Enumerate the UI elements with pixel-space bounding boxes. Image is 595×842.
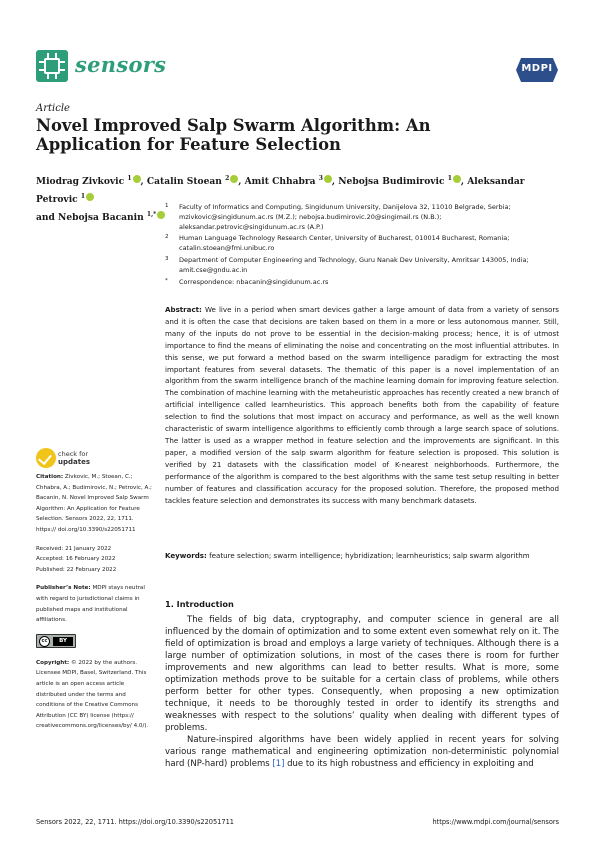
author-affiliation-mark: 1 — [447, 175, 452, 182]
author-name[interactable]: Miodrag Zivkovic — [36, 176, 125, 188]
affiliation-item — [165, 256, 565, 276]
check-updates-text — [58, 450, 90, 466]
section-heading: 1. Introduction — [165, 599, 234, 609]
article-sidebar — [36, 472, 154, 740]
cc-license-badge[interactable] — [36, 634, 76, 648]
author-name[interactable]: Catalin Stoean — [146, 176, 222, 188]
author-affiliation-mark: 1 — [127, 175, 132, 182]
author-affiliation-mark: 3 — [318, 175, 323, 182]
check-updates-line2: updates — [58, 458, 90, 466]
publishers-note-text: MDPI stays neutral with regard to jurisdictional claims in published maps and institutional affiliations. — [36, 585, 145, 624]
affiliation-text: Human Language Technology Research Center, University of Bucharest, 010014 Bucharest, Romania; catalin.stoean@fmi.unibuc.ro — [179, 234, 510, 253]
check-updates-icon — [36, 448, 56, 468]
mdpi-logo-text: MDPI — [521, 63, 553, 74]
body-text — [165, 614, 559, 770]
received-date: Received: 21 January 2022 — [36, 545, 112, 552]
keywords — [165, 550, 559, 561]
orcid-icon[interactable] — [86, 193, 94, 201]
accepted-date: Accepted: 16 February 2022 — [36, 556, 116, 563]
article-type: Article — [36, 103, 70, 114]
cc-icon: cc — [39, 636, 50, 647]
journal-name[interactable]: sensors — [75, 52, 167, 77]
affiliation-text: Faculty of Informatics and Computing, Singidunum University, Danijelova 32, 11010 Belgrade, Serbia; mzivkovic@singidunum.ac.rs (M.Z.); nebojsa.budimirovic.20@singimail.rs (N.B.); aleksandar.petrovic@singidunum.ac.rs (A.P.) — [179, 203, 511, 231]
orcid-icon[interactable] — [324, 175, 332, 183]
keywords-text: feature selection; swarm intelligence; hybridization; learnheuristics; salp swarm algorithm — [209, 551, 530, 560]
orcid-icon[interactable] — [230, 175, 238, 183]
citation-label: Citation: — [36, 474, 64, 480]
author-name[interactable]: Aleksandar Petrovic — [36, 176, 525, 206]
affiliation-mark: * — [165, 277, 168, 284]
footer-journal-url[interactable]: https://www.mdpi.com/journal/sensors — [432, 818, 559, 826]
affiliations — [165, 203, 565, 289]
affiliation-mark: 3 — [165, 255, 169, 262]
affiliation-item — [165, 203, 565, 232]
keywords-label: Keywords: — [165, 551, 207, 560]
affiliation-item — [165, 234, 565, 254]
abstract — [165, 304, 559, 506]
orcid-icon[interactable] — [133, 175, 141, 183]
published-date: Published: 22 February 2022 — [36, 566, 117, 573]
footer-citation[interactable]: Sensors 2022, 22, 1711. https://doi.org/10.3390/s22051711 — [36, 818, 234, 826]
paragraph: The fields of big data, cryptography, and computer science in general are all influenced by the domain of optimization and to some extent even somewhat rely on it. The field of optimization is broad and employs a large variety of techniques. Although there is a large number of optimization solutions, in most of the cases there is room for further improvements and new algorithms can lead to better results. What is more, some optimization methods prove to be suitable for a certain class of problems, while others perform better for other types. Consequently, when proposing a new optimization technique, it needs to be thoroughly tested in order to identify its strengths and weaknesses with respect to the solutions’ quality when dealing with different types of problems. — [165, 615, 559, 733]
affiliation-mark: 2 — [165, 234, 169, 241]
abstract-text: We live in a period when smart devices gather a large amount of data from a variety of sensors and it is often the case that decisions are taken based on them in a more or less autonomous manner. Still, many of the inputs do not prove to be essential in the decision-making process; hence, it is of utmost importance to find the means of eliminating the noise and concentrating on the most influential attributes. In this sense, we put forward a method based on the swarm intelligence paradigm for extracting the most important features from several datasets. The thematic of this paper is a novel implementation of an algorithm from the swarm intelligence branch of the machine learning domain for improving feature selection. The combination of machine learning with the metaheuristic approaches has recently created a new branch of artificial intelligence called learnheuristics. This approach benefits both from the capability of feature selection to find the solutions that most impact on accuracy and performance, as well as the well known characteristic of swarm intelligence algorithms to efficiently comb through a large search space of solutions. The latter is used as a wrapper method in feature selection and the improvements are significant. In this paper, a modified version of the salp swarm algorithm for feature selection is proposed. This solution is verified by 21 datasets with the classification model of K-nearest neighborhoods. Furthermore, the performance of the algorithm is compared to the best algorithms with the same test setup resulting in better number of features and classification accuracy for the proposed solution. Therefore, the proposed method tackles feature selection and demonstrates its success with many benchmark datasets. — [165, 305, 559, 505]
affiliation-text: Department of Computer Engineering and Technology, Guru Nanak Dev University, Amritsar 143005, India; amit.cse@gndu.ac.in — [179, 255, 529, 274]
author-name[interactable]: Amit Chhabra — [244, 176, 316, 188]
citation — [36, 472, 154, 536]
copyright-label: Copyright: — [36, 659, 70, 666]
author-name[interactable]: Nebojsa Budimirovic — [338, 176, 445, 188]
publishers-note — [36, 583, 154, 625]
author-affiliation-mark: 1 — [80, 193, 86, 201]
author-name[interactable]: Nebojsa Bacanin — [58, 212, 144, 224]
check-updates-line1: check for — [58, 450, 89, 458]
author-list: Miodrag Zivkovic $^1$ , Catalin Stoean $^2$ , Amit Chhabra $^3$ , Nebojsa Budimirovic $^1$ , Aleksandar Petrovic $^1$ and Nebojsa Bacanin $^{1,*}$ — [36, 175, 525, 224]
paragraph — [165, 734, 559, 770]
article-dates — [36, 544, 154, 576]
author-affiliation-mark: 2 — [225, 175, 230, 182]
abstract-label: Abstract: — [165, 305, 202, 314]
copyright-text: © 2022 by the authors. Licensee MDPI, Basel, Switzerland. This article is an open access article distributed under the terms and conditions of the Creative Commons Attribution (CC BY) license (https:// creativecommons.org/licenses/by/ 4.0/). — [36, 659, 149, 730]
journal-logo-icon — [36, 50, 68, 82]
citation-text[interactable]: Zivkovic, M.; Stoean, C.; Chhabra, A.; Budimirovic, N.; Petrovic, A.; Bacanin, N. Novel Improved Salp Swarm Algorithm: An Application for Feature Selection. Sensors 2022, 22, 1711. https:// doi.org/10.3390/s22051711 — [36, 474, 152, 533]
author-affiliation-mark: 1,* — [146, 211, 157, 219]
citation-link[interactable]: [1] — [272, 759, 285, 769]
article-title: Novel Improved Salp Swarm Algorithm: An Application for Feature Selection — [36, 116, 431, 154]
correspondence-item — [165, 278, 565, 288]
by-icon: BY — [53, 637, 73, 646]
orcid-icon[interactable] — [453, 175, 461, 183]
correspondence-text: Correspondence: nbacanin@singidunum.ac.rs — [179, 277, 329, 286]
copyright — [36, 658, 154, 732]
affiliation-mark: 1 — [165, 203, 169, 209]
mdpi-logo[interactable] — [516, 58, 558, 82]
paragraph-text: due to its high robustness and efficiency in exploiting and — [284, 759, 534, 769]
publishers-note-label: Publisher’s Note: — [36, 585, 91, 592]
paragraph-text: Nature-inspired algorithms have been widely applied in recent years for solving various range mathematical and engineering optimization non-deterministic polynomial hard (NP-hard) problems — [165, 735, 559, 769]
